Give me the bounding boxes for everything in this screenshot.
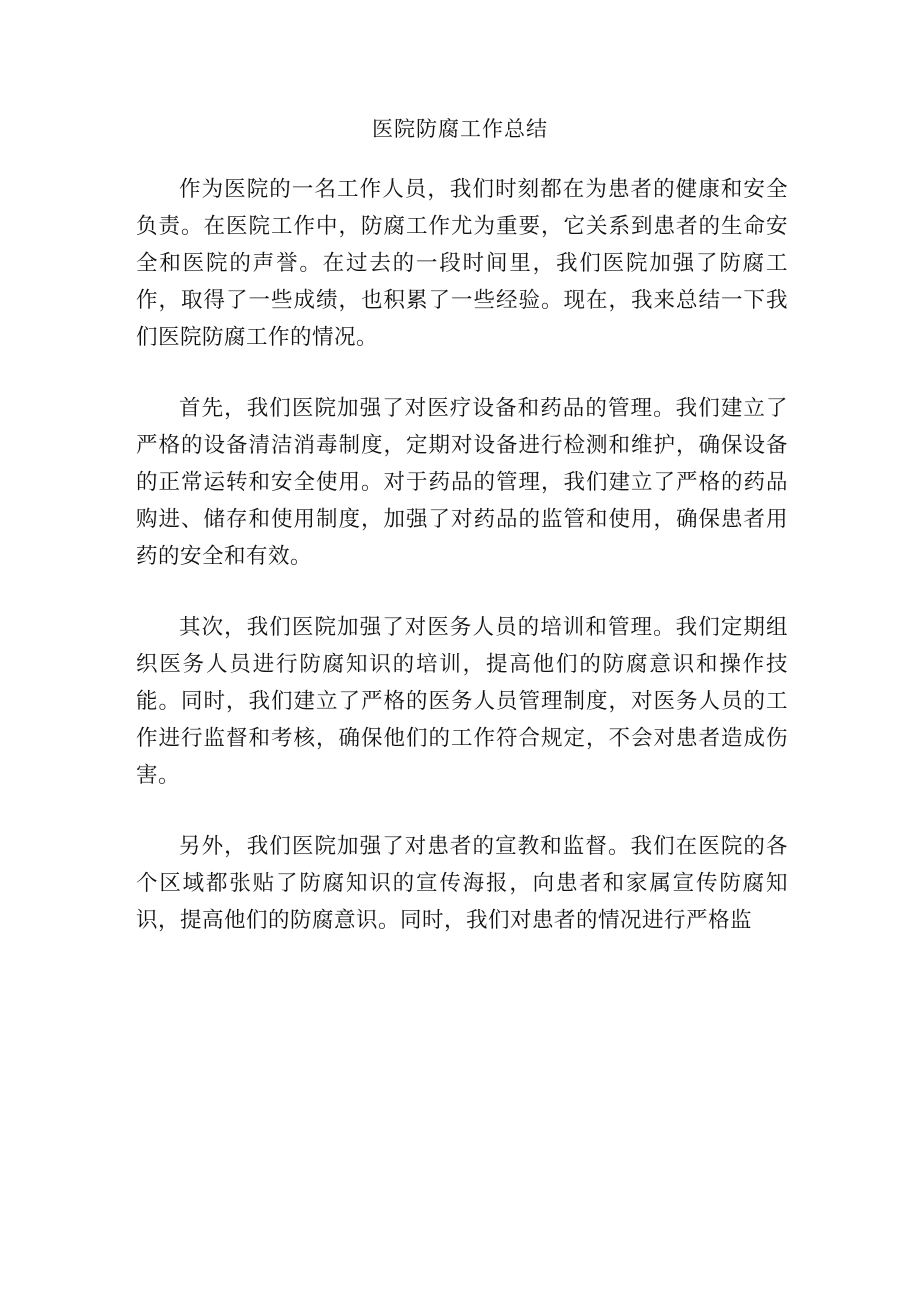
- document-body: [136, 171, 788, 973]
- paragraph-patient-education: 另外，我们医院加强了对患者的宣教和监督。我们在医院的各个区域都张贴了防腐知识的宣传海报，向患者和家属宣传防腐知识，提高他们的防腐意识。同时，我们对患者的情况进行严格监: [136, 834, 788, 933]
- paragraph-staff-training: 其次，我们医院加强了对医务人员的培训和管理。我们定期组织医务人员进行防腐知识的培训，提高他们的防腐意识和操作技能。同时，我们建立了严格的医务人员管理制度，对医务人员的工作进行监督和考核，确保他们的工作符合规定，不会对患者造成伤害。: [136, 615, 788, 788]
- paragraph-equipment-and-drugs: 首先，我们医院加强了对医疗设备和药品的管理。我们建立了严格的设备清洁消毒制度，定期对设备进行检测和维护，确保设备的正常运转和安全使用。对于药品的管理，我们建立了严格的药品购进、储存和使用制度，加强了对药品的监管和使用，确保患者用药的安全和有效。: [136, 396, 788, 569]
- paragraph-intro: 作为医院的一名工作人员，我们时刻都在为患者的健康和安全负责。在医院工作中，防腐工作尤为重要，它关系到患者的生命安全和医院的声誉。在过去的一段时间里，我们医院加强了防腐工作，取得了一些成绩，也积累了一些经验。现在，我来总结一下我们医院防腐工作的情况。: [136, 177, 788, 350]
- document-title: 医院防腐工作总结: [372, 117, 548, 141]
